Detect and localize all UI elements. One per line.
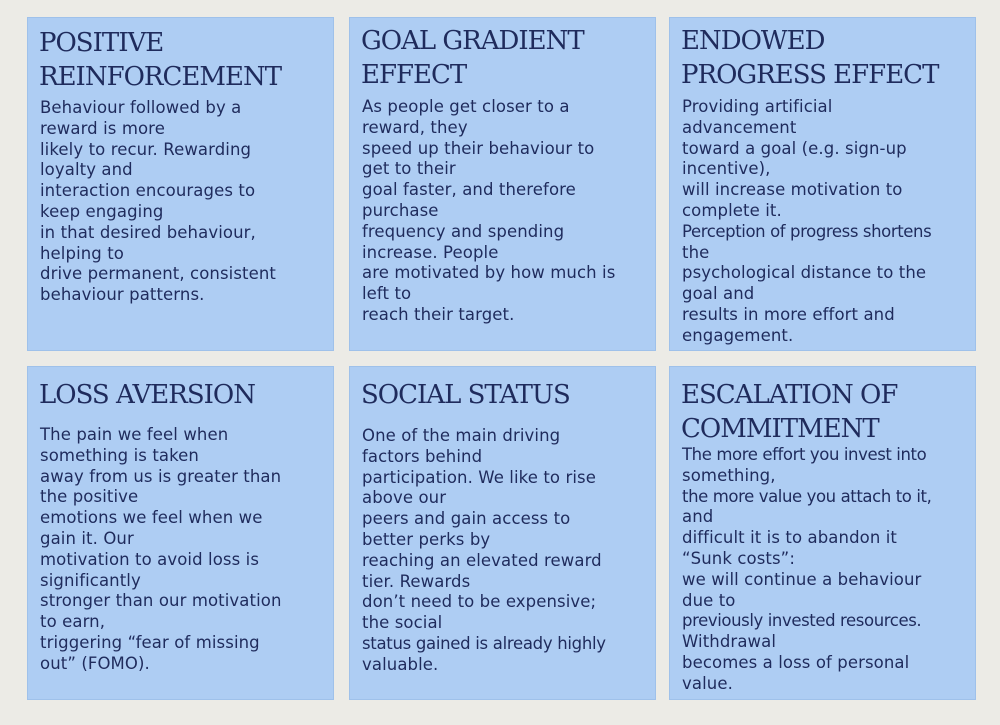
card-body-line: the positive bbox=[40, 487, 139, 507]
card-body-line: loyalty and bbox=[40, 160, 133, 180]
card-title bbox=[681, 24, 938, 92]
card-body-line: are motivated by how much is bbox=[362, 263, 616, 283]
card-title bbox=[681, 378, 897, 446]
card-body-line: engagement. bbox=[682, 325, 794, 345]
card-body bbox=[682, 97, 971, 347]
card-body-line: goal and bbox=[682, 284, 755, 304]
card-body bbox=[682, 445, 971, 695]
card-body-line: something is taken bbox=[40, 445, 199, 465]
card-escalation-of-commitment bbox=[669, 366, 976, 700]
card-body-line: will increase motivation to bbox=[682, 180, 903, 200]
card-title-line: SOCIAL STATUS bbox=[361, 380, 570, 410]
card-body-line: tier. Rewards bbox=[362, 571, 471, 591]
card-body-line: reach their target. bbox=[362, 304, 515, 324]
card-body-line: The pain we feel when bbox=[40, 425, 229, 444]
card-title bbox=[361, 378, 570, 412]
card-body-line: results in more effort and bbox=[682, 304, 895, 324]
card-body-line: purchase bbox=[362, 200, 439, 220]
card-body bbox=[40, 425, 329, 675]
card-body-line: Withdrawal bbox=[682, 632, 777, 652]
card-body bbox=[40, 98, 329, 306]
card-body-line: due to bbox=[682, 590, 736, 610]
card-title bbox=[361, 24, 584, 92]
card-positive-reinforcement bbox=[27, 17, 334, 351]
card-body-line: out” (FOMO). bbox=[40, 653, 150, 673]
card-body-line: the more value you attach to it, bbox=[682, 486, 932, 506]
card-body-line: to earn, bbox=[40, 612, 106, 632]
card-body-line: don’t need to be expensive; bbox=[362, 592, 597, 612]
card-body-line: As people get closer to a bbox=[362, 97, 570, 116]
card-body-line: better perks by bbox=[362, 529, 491, 549]
card-body-line: incentive), bbox=[682, 159, 771, 179]
card-body bbox=[362, 97, 651, 326]
card-body-line: becomes a loss of personal bbox=[682, 652, 910, 672]
card-title-line: PROGRESS EFFECT bbox=[681, 60, 939, 90]
card-body-line: reaching an elevated reward bbox=[362, 550, 602, 570]
card-body-line: above our bbox=[362, 488, 447, 508]
card-body-line: left to bbox=[362, 284, 412, 304]
card-body-line: helping to bbox=[40, 243, 124, 263]
card-body-line: drive permanent, consistent bbox=[40, 264, 276, 284]
card-body-line: Perception of progress shortens bbox=[682, 221, 932, 241]
card-title-line: ESCALATION OF bbox=[681, 380, 898, 410]
card-body-line: the bbox=[682, 242, 710, 262]
card-body-line: gain it. Our bbox=[40, 528, 134, 548]
card-body-line: we will continue a behaviour bbox=[682, 569, 922, 589]
card-body-line: interaction encourages to bbox=[40, 181, 256, 201]
card-body-line: status gained is already highly bbox=[362, 633, 606, 653]
card-body-line: keep engaging bbox=[40, 201, 164, 221]
card-endowed-progress-effect bbox=[669, 17, 976, 351]
card-loss-aversion bbox=[27, 366, 334, 700]
card-body-line: significantly bbox=[40, 570, 141, 590]
card-body-line: triggering “fear of missing bbox=[40, 632, 260, 652]
card-body-line: advancement bbox=[682, 117, 797, 137]
card-body-line: psychological distance to the bbox=[682, 263, 927, 283]
card-body bbox=[362, 426, 651, 676]
card-title-line: EFFECT bbox=[361, 60, 467, 90]
card-body-line: and bbox=[682, 507, 714, 527]
card-body-line: peers and gain access to bbox=[362, 509, 571, 529]
card-body-line: value. bbox=[682, 673, 733, 693]
card-goal-gradient-effect bbox=[349, 17, 656, 351]
card-body-line: likely to recur. Rewarding bbox=[40, 139, 252, 159]
card-body-line: reward, they bbox=[362, 117, 468, 137]
card-body-line: something, bbox=[682, 465, 776, 485]
card-body-line: away from us is greater than bbox=[40, 466, 282, 486]
card-body-line: difficult it is to abandon it bbox=[682, 528, 897, 548]
card-title-line: ENDOWED bbox=[681, 26, 825, 56]
card-body-line: get to their bbox=[362, 159, 456, 179]
card-body-line: factors behind bbox=[362, 446, 483, 466]
card-body-line: frequency and spending bbox=[362, 221, 565, 241]
card-body-line: Providing artificial bbox=[682, 97, 833, 116]
card-body-line: The more effort you invest into bbox=[682, 445, 927, 464]
card-body-line: behaviour patterns. bbox=[40, 285, 205, 305]
card-body-line: increase. People bbox=[362, 242, 499, 262]
card-body-line: stronger than our motivation bbox=[40, 591, 282, 611]
card-title bbox=[39, 378, 255, 412]
card-body-line: reward is more bbox=[40, 118, 165, 138]
card-body-line: complete it. bbox=[682, 200, 782, 220]
card-body-line: “Sunk costs”: bbox=[682, 548, 795, 568]
card-body-line: toward a goal (e.g. sign-up bbox=[682, 138, 907, 158]
card-body-line: One of the main driving bbox=[362, 426, 561, 445]
card-body-line: the social bbox=[362, 613, 443, 633]
card-title bbox=[39, 26, 281, 94]
card-body-line: Behaviour followed by a bbox=[40, 98, 242, 117]
card-social-status bbox=[349, 366, 656, 700]
card-title-line: POSITIVE bbox=[39, 28, 164, 58]
card-title-line: GOAL GRADIENT bbox=[361, 26, 584, 56]
card-body-line: valuable. bbox=[362, 654, 439, 674]
card-body-line: speed up their behaviour to bbox=[362, 138, 595, 158]
card-title-line: REINFORCEMENT bbox=[39, 62, 282, 92]
card-body-line: emotions we feel when we bbox=[40, 508, 263, 528]
card-title-line: COMMITMENT bbox=[681, 414, 879, 444]
card-body-line: in that desired behaviour, bbox=[40, 222, 256, 242]
card-title-line: LOSS AVERSION bbox=[39, 380, 255, 410]
card-body-line: goal faster, and therefore bbox=[362, 180, 576, 200]
card-body-line: previously invested resources. bbox=[682, 611, 922, 631]
card-body-line: motivation to avoid loss is bbox=[40, 549, 260, 569]
card-body-line: participation. We like to rise bbox=[362, 467, 596, 487]
